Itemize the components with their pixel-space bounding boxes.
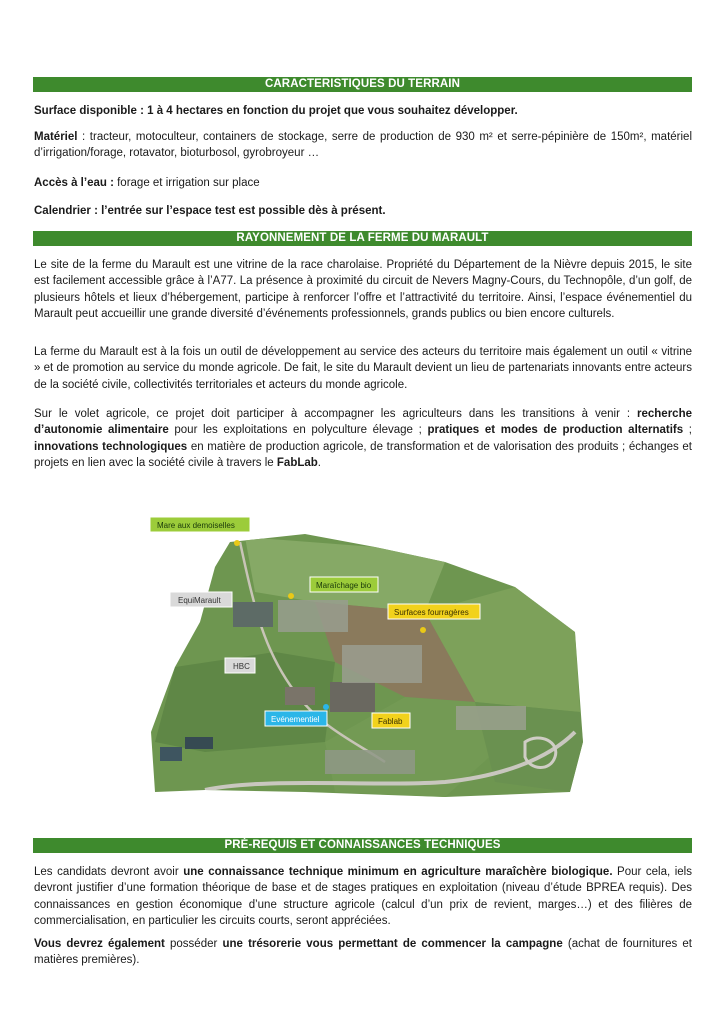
- prerequis-paragraph-2: [34, 936, 692, 969]
- pin-evenementiel-icon: [323, 704, 329, 710]
- prereq-bold-devrez: Vous devrez également: [34, 938, 165, 950]
- prereq-bold-tresorerie: une trésorerie vous permettant de commencer la campagne: [222, 938, 563, 950]
- pin-surfaces-icon: [420, 627, 426, 633]
- label-hbc-text: HBC: [233, 662, 250, 671]
- surface-text: Surface disponible : 1 à 4 hectares en fonction du projet que vous souhaitez développer.: [34, 105, 518, 117]
- p3-bold-pratiques: pratiques et modes de production alternatifs: [427, 424, 684, 437]
- prereq-text-a: Les candidats devront avoir: [34, 866, 184, 878]
- label-mare: [150, 517, 250, 532]
- section-title-prerequis: PRÉ-REQUIS ET CONNAISSANCES TECHNIQUES: [33, 838, 692, 853]
- p3-text-e: ;: [683, 424, 692, 437]
- label-evenementiel: [265, 711, 327, 726]
- section-title-rayonnement: RAYONNEMENT DE LA FERME DU MARAULT: [33, 231, 692, 246]
- rayonnement-paragraph-2: La ferme du Marault est à la fois un outil de développement au service des acteurs du territoire mais également un outil « vitrine » et de promotion au service du monde agricole. De fait, le site du Marault devient un lieu de partenariats innovants entre acteurs de la société civile, collectivités territoriales et acteurs du monde agricole.: [34, 346, 692, 391]
- label-equimarault-text: EquiMarault: [178, 596, 221, 605]
- pin-maraichage-icon: [288, 593, 294, 599]
- rayonnement-paragraph-1: Le site de la ferme du Marault est une vitrine de la race charolaise. Propriété du Département de la Nièvre depuis 2015, le site est facilement accessible grâce à l’A77. La présence à proximité du circuit de Nevers Magny-Cours, du Technopôle, d’un golf, de plusieurs hôtels et lieux d’hébergement, participe à renforcer l’offre et l’attractivité du territoire. Ainsi, l’espace événementiel du Marault peut accueillir une grande diversité d’événements professionnels, grands publics ou bien encore culturels.: [34, 259, 692, 320]
- label-surfaces-text: Surfaces fourragères: [394, 608, 469, 617]
- materiel-text: : tracteur, motoculteur, containers de stockage, serre de production de 930 m² et serre-pépinière de 150m², matériel d’irrigation/forage, rotavator, bioturbosol, gyrobroyeur …: [34, 131, 692, 160]
- surface-line: [34, 103, 692, 119]
- label-fablab-text: Fablab: [378, 717, 403, 726]
- eau-label: Accès à l’eau :: [34, 177, 114, 189]
- aerial-site-map: [145, 492, 585, 805]
- map-mask-1: [278, 600, 348, 632]
- p3-text-g: en matière de production agricole, de transformation et de valorisation des produits ; échanges et projets en lien avec la société civile à travers le: [34, 440, 692, 469]
- p3-bold-fablab: FabLab: [276, 456, 318, 469]
- prereq-text-achat: (achat de fournitures et matières premières).: [34, 938, 692, 967]
- materiel-label: Matériel: [34, 131, 78, 143]
- label-surfaces: [388, 604, 480, 619]
- p3-text-c: pour les exploitations en polyculture élevage ;: [168, 424, 428, 437]
- eau-line: [34, 175, 692, 191]
- rayonnement-paragraph-3: [34, 406, 692, 471]
- p3-text-a: Sur le volet agricole, ce projet doit participer à accompagner les agriculteurs dans les transitions à venir :: [34, 408, 638, 420]
- label-maraichage: [310, 577, 378, 592]
- label-equimarault: [170, 592, 232, 607]
- label-evenementiel-text: Evénementiel: [271, 715, 320, 724]
- calendrier-line: [34, 203, 692, 219]
- p3-text-i: .: [317, 456, 321, 469]
- p3-bold-autonomie: recherche d’autonomie alimentaire: [34, 408, 692, 437]
- label-maraichage-text: Maraîchage bio: [316, 581, 372, 590]
- label-hbc: [225, 658, 255, 673]
- prerequis-paragraph-1: [34, 864, 692, 929]
- prereq-text-posseder: posséder: [164, 938, 223, 950]
- section-title-terrain: CARACTERISTIQUES DU TERRAIN: [33, 77, 692, 92]
- materiel-paragraph: [34, 129, 692, 162]
- map-mask-3: [456, 706, 526, 730]
- label-mare-text: Mare aux demoiselles: [157, 521, 235, 530]
- prereq-bold-connaissance: une connaissance technique minimum en agriculture maraîchère biologique.: [183, 866, 613, 878]
- p3-bold-innovations: innovations technologiques: [34, 440, 188, 453]
- pin-mare-icon: [234, 540, 240, 546]
- calendrier-text: Calendrier : l’entrée sur l’espace test est possible dès à présent.: [34, 205, 386, 217]
- map-mask-4: [325, 750, 415, 774]
- label-fablab: [372, 713, 410, 728]
- eau-text: forage et irrigation sur place: [113, 177, 260, 189]
- map-mask-2: [342, 645, 422, 683]
- prereq-text-c: Pour cela, iels devront justifier d’une formation théorique de base et de stages pratiques en exploitation (niveau d’étude BPREA requis). Des connaissances en gestion économique d’une structure agricole (calcul d’un prix de revient, marges…) et des filières de commercialisation, en particulier les circuits courts, seront appréciées.: [34, 866, 692, 927]
